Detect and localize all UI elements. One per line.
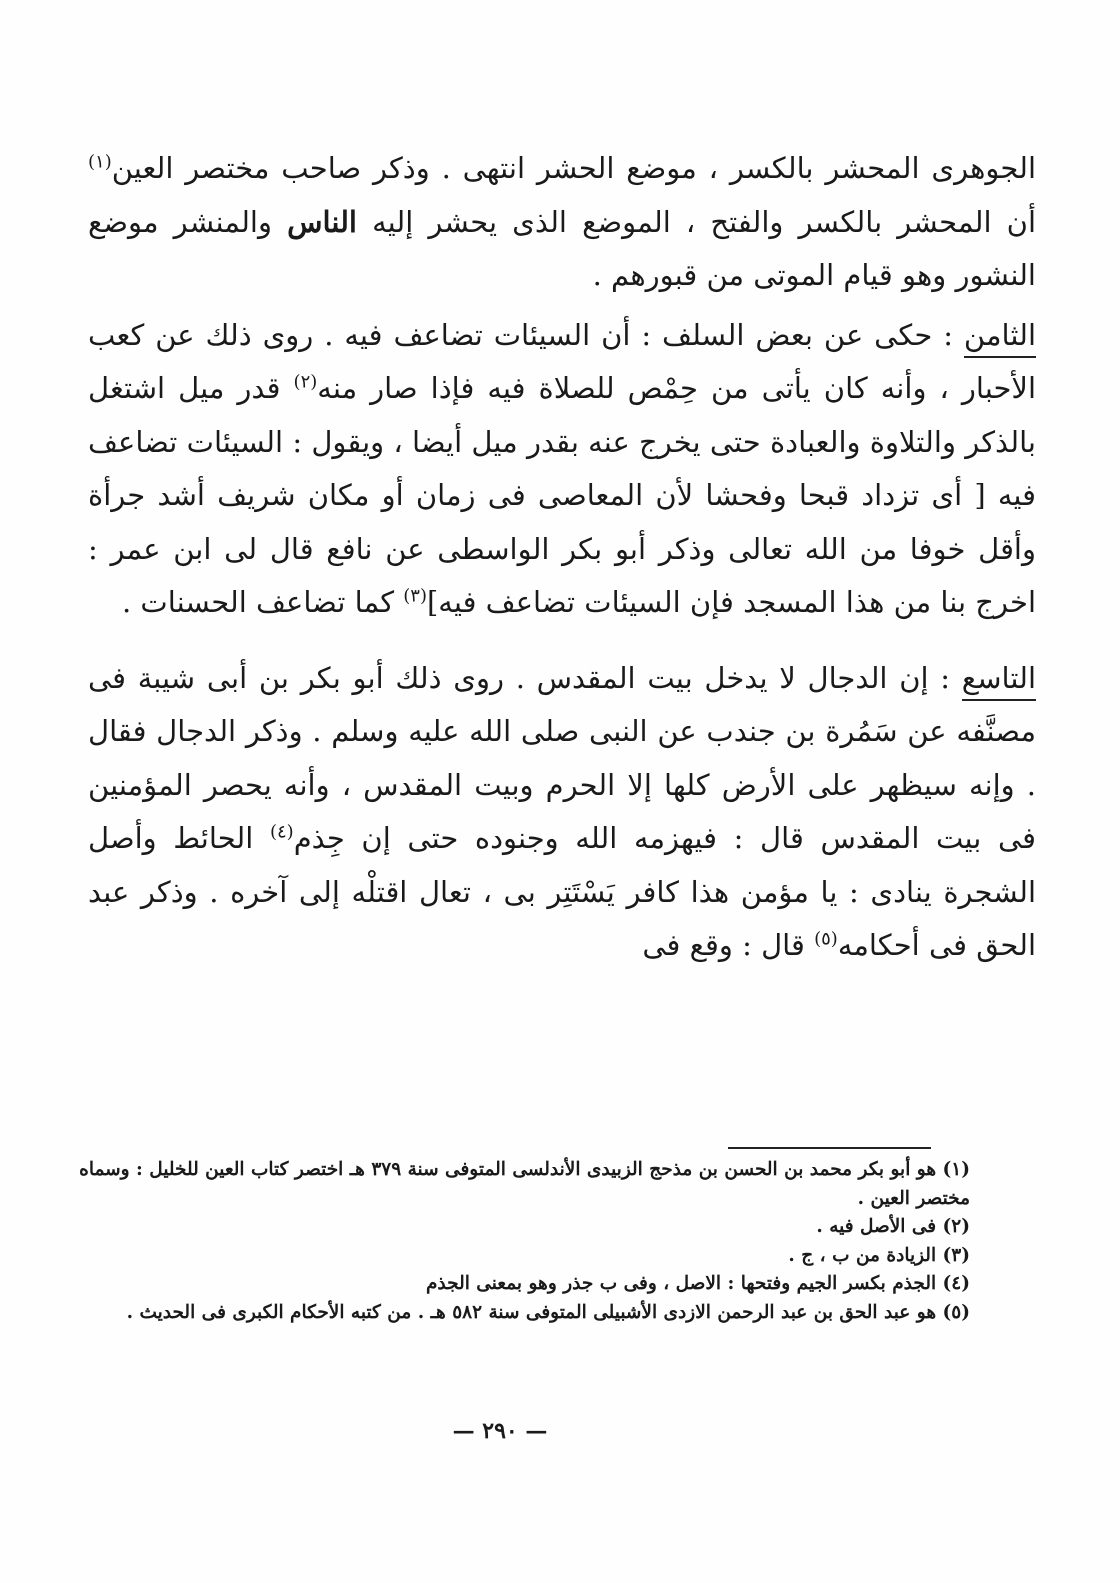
footnote-5: (٥) هو عبد الحق بن عبد الرحمن الازدى الأشبيلى المتوفى سنة ٥٨٢ هـ . من كتبه الأحكام الكبرى فى الحديث . [126, 1301, 970, 1323]
paragraph-lead-word: الثامن [964, 318, 1036, 358]
page-number: — ٢٩٠ — [452, 1418, 548, 1444]
footnote-reference: (٣) [403, 585, 427, 607]
footnote-reference: (٢) [293, 371, 318, 393]
footnotes [70, 1156, 970, 1327]
body-text [88, 142, 1036, 973]
footnote-reference: (٥) [814, 928, 838, 950]
footnote-2: (٢) فى الأصل فيه . [816, 1216, 970, 1237]
text-run: الحائط وأصل الشجرة ينادى : يا مؤمن هذا كافر يَسْتَتِر بى ، تعال اقتلْه إلى آخره . وذكر عبد الحق فى أحكامه [88, 821, 1036, 962]
footnote-1: (١) هو أبو بكر محمد بن الحسن بن مذحج الزبيدى الأندلسى المتوفى سنة ٣٧٩ هـ اختصر كتاب العين للخليل : وسماه مختصر العين . [79, 1159, 970, 1209]
footnote-3: (٣) الزيادة من ب ، ج . [788, 1244, 970, 1266]
text-run: : إن الدجال لا يدخل بيت المقدس . روى ذلك أبو بكر بن أبى شيبة فى مصنَّفه عن سَمُرة بن جندب عن النبى صلى الله عليه وسلم . وذكر الدجال فقال . وإنه سيظهر على الأرض كلها إلا الحرم وبيت المقدس ، وأنه يحصر المؤمنين فى بيت المقدس قال : فيهزمه الله وجنوده حتى إن جِذم [88, 660, 1036, 855]
paragraph-1 [88, 142, 1036, 303]
footnote-reference: (٤) [269, 821, 294, 843]
footnote-reference: (١) [88, 151, 112, 173]
text-run: كما تضاعف الحسنات . [122, 585, 404, 619]
text-run: قال : وقع فى [642, 928, 815, 962]
paragraph-2 [88, 309, 1036, 630]
text-run: والمنشر موضع النشور وهو قيام الموتى من قبورهم . [88, 204, 1036, 292]
text-run: أن المحشر بالكسر والفتح ، الموضع الذى يحشر إليه [356, 204, 1037, 239]
text-run: : حكى عن بعض السلف : أن السيئات تضاعف فيه . روى ذلك عن كعب الأحبار ، وأنه كان يأتى من حِمْص للصلاة فيه فإذا صار منه [88, 317, 1036, 405]
footnote-separator [728, 1147, 931, 1149]
bold-word: الناس [287, 204, 357, 239]
text-run: الجوهرى المحشر بالكسر ، موضع الحشر انتهى . وذكر صاحب مختصر العين [111, 151, 1036, 185]
text-run: قدر ميل اشتغل بالذكر والتلاوة والعبادة حتى يخرج عنه بقدر ميل أيضا ، ويقول : السيئات تضاعف فيه [ أى تزداد قبحا وفحشا لأن المعاصى فى زمان أو مكان شريف أشد جرأة وأقل خوفا من الله تعالى وذكر أبو بكر الواسطى عن نافع قال لى ابن عمر : اخرج بنا من هذا المسجد فإن السيئات تضاعف فيه] [88, 371, 1036, 619]
paragraph-lead-word: التاسع [962, 661, 1036, 701]
footnote-4: (٤) الجذم بكسر الجيم وفتحها : الاصل ، وفى ب جذر وهو بمعنى الجذم [425, 1273, 970, 1294]
paragraph-3 [88, 652, 1036, 973]
